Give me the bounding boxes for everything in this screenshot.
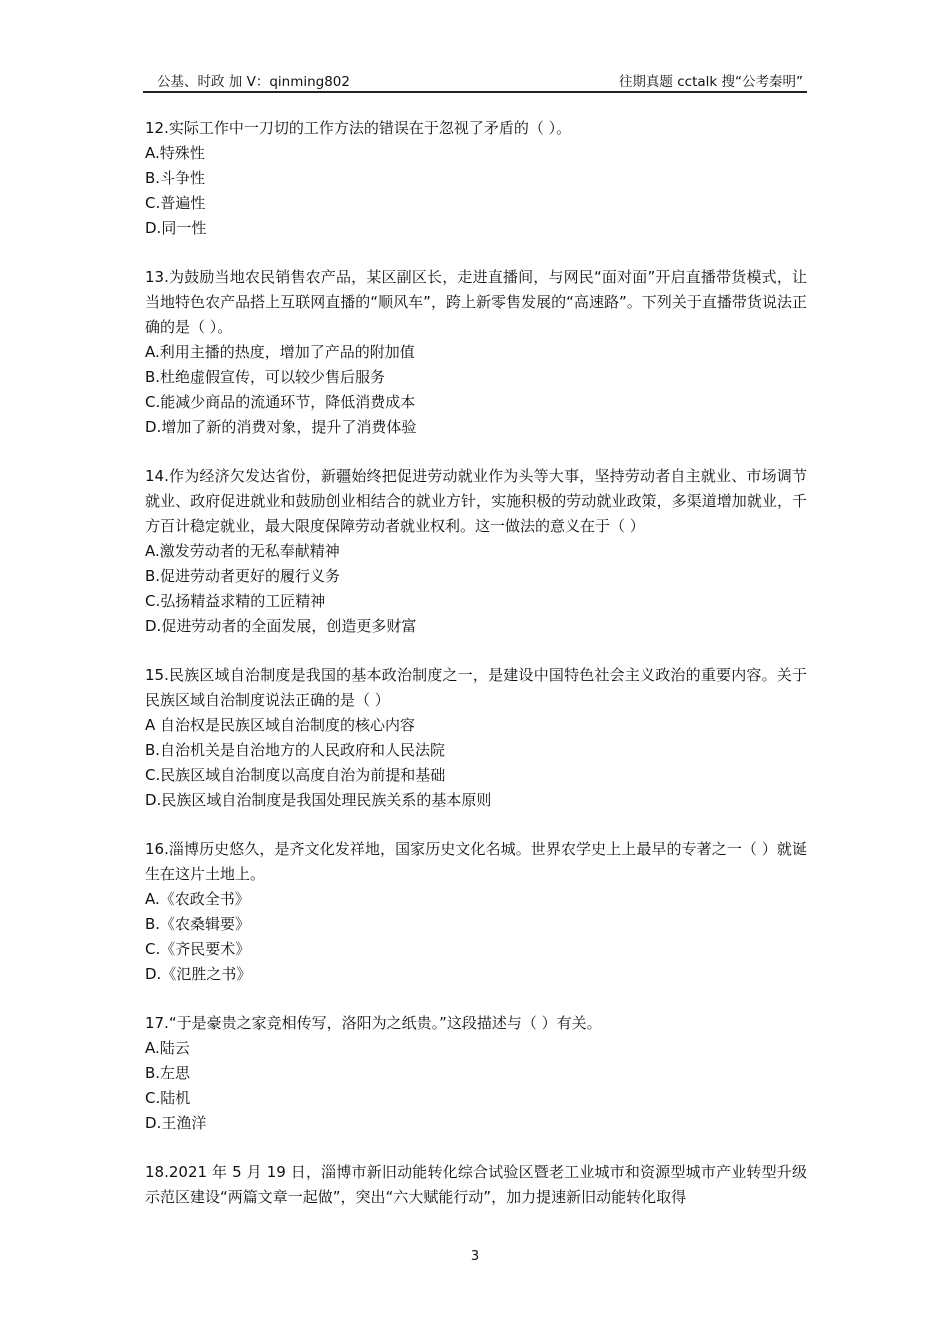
option-c: C.陆机 xyxy=(145,1089,191,1107)
header-left-text: 公基、时政 加 V：qinming802 xyxy=(157,74,350,90)
option-a: A.特殊性 xyxy=(145,144,205,162)
question-15 xyxy=(145,663,807,813)
option-c: C.弘扬精益求精的工匠精神 xyxy=(145,592,326,610)
question-stem: 13.为鼓励当地农民销售农产品，某区副区长，走进直播间，与网民“面对面”开启直播带货模式，让当地特色农产品搭上互联网直播的“顺风车”，跨上新零售发展的“高速路”。下列关于直播带货说法正确的是（ ）。 xyxy=(145,268,807,336)
question-17 xyxy=(145,1011,807,1136)
question-16 xyxy=(145,837,807,987)
option-a: A.利用主播的热度，增加了产品的附加值 xyxy=(145,343,415,361)
option-a: A.陆云 xyxy=(145,1039,190,1057)
option-b: B.斗争性 xyxy=(145,169,206,187)
header-right-text: 往期真题 cctalk 搜“公考秦明” xyxy=(618,74,803,90)
option-b: B.促进劳动者更好的履行义务 xyxy=(145,567,341,585)
question-14 xyxy=(145,464,807,639)
option-c: C.普遍性 xyxy=(145,194,206,212)
question-12 xyxy=(145,116,807,241)
option-a: A 自治权是民族区域自治制度的核心内容 xyxy=(145,716,416,734)
option-b: B.自治机关是自治地方的人民政府和人民法院 xyxy=(145,741,446,759)
option-b: B.杜绝虚假宣传，可以较少售后服务 xyxy=(145,368,386,386)
option-d: D.促进劳动者的全面发展，创造更多财富 xyxy=(145,617,417,635)
option-c: C.能减少商品的流通环节，降低消费成本 xyxy=(145,393,416,411)
option-a: A.《农政全书》 xyxy=(145,890,250,908)
question-stem: 12.实际工作中一刀切的工作方法的错误在于忽视了矛盾的（ ）。 xyxy=(145,119,572,137)
question-list xyxy=(145,116,807,1234)
question-18 xyxy=(145,1160,807,1210)
question-stem: 14.作为经济欠发达省份，新疆始终把促进劳动就业作为头等大事，坚持劳动者自主就业、市场调节就业、政府促进就业和鼓励创业相结合的就业方针，实施积极的劳动就业政策，多渠道增加就业，千方百计稳定就业，最大限度保障劳动者就业权利。这一做法的意义在于（ ） xyxy=(145,467,807,535)
question-stem: 15.民族区域自治制度是我国的基本政治制度之一，是建设中国特色社会主义政治的重要内容。关于民族区域自治制度说法正确的是（ ） xyxy=(145,666,807,709)
option-d: D.王渔洋 xyxy=(145,1114,207,1132)
option-c: C.《齐民要术》 xyxy=(145,940,251,958)
option-d: D.民族区域自治制度是我国处理民族关系的基本原则 xyxy=(145,791,492,809)
option-d: D.增加了新的消费对象，提升了消费体验 xyxy=(145,418,417,436)
option-a: A.激发劳动者的无私奉献精神 xyxy=(145,542,340,560)
question-stem: 16.淄博历史悠久，是齐文化发祥地，国家历史文化名城。世界农学史上上最早的专著之一（ ）就诞生在这片土地上。 xyxy=(145,840,807,883)
question-stem: 18.2021 年 5 月 19 日，淄博市新旧动能转化综合试验区暨老工业城市和资源型城市产业转型升级示范区建设“两篇文章一起做”，突出“六大赋能行动”，加力提速新旧动能转化取得 xyxy=(145,1163,807,1206)
question-13 xyxy=(145,265,807,440)
option-b: B.《农桑辑要》 xyxy=(145,915,251,933)
option-d: D.同一性 xyxy=(145,219,207,237)
page-number: 3 xyxy=(470,1249,480,1264)
option-c: C.民族区域自治制度以高度自治为前提和基础 xyxy=(145,766,446,784)
option-b: B.左思 xyxy=(145,1064,191,1082)
question-stem: 17.“于是豪贵之家竞相传写，洛阳为之纸贵。”这段描述与（ ）有关。 xyxy=(145,1014,602,1032)
page-header xyxy=(143,63,807,93)
option-d: D.《氾胜之书》 xyxy=(145,965,252,983)
